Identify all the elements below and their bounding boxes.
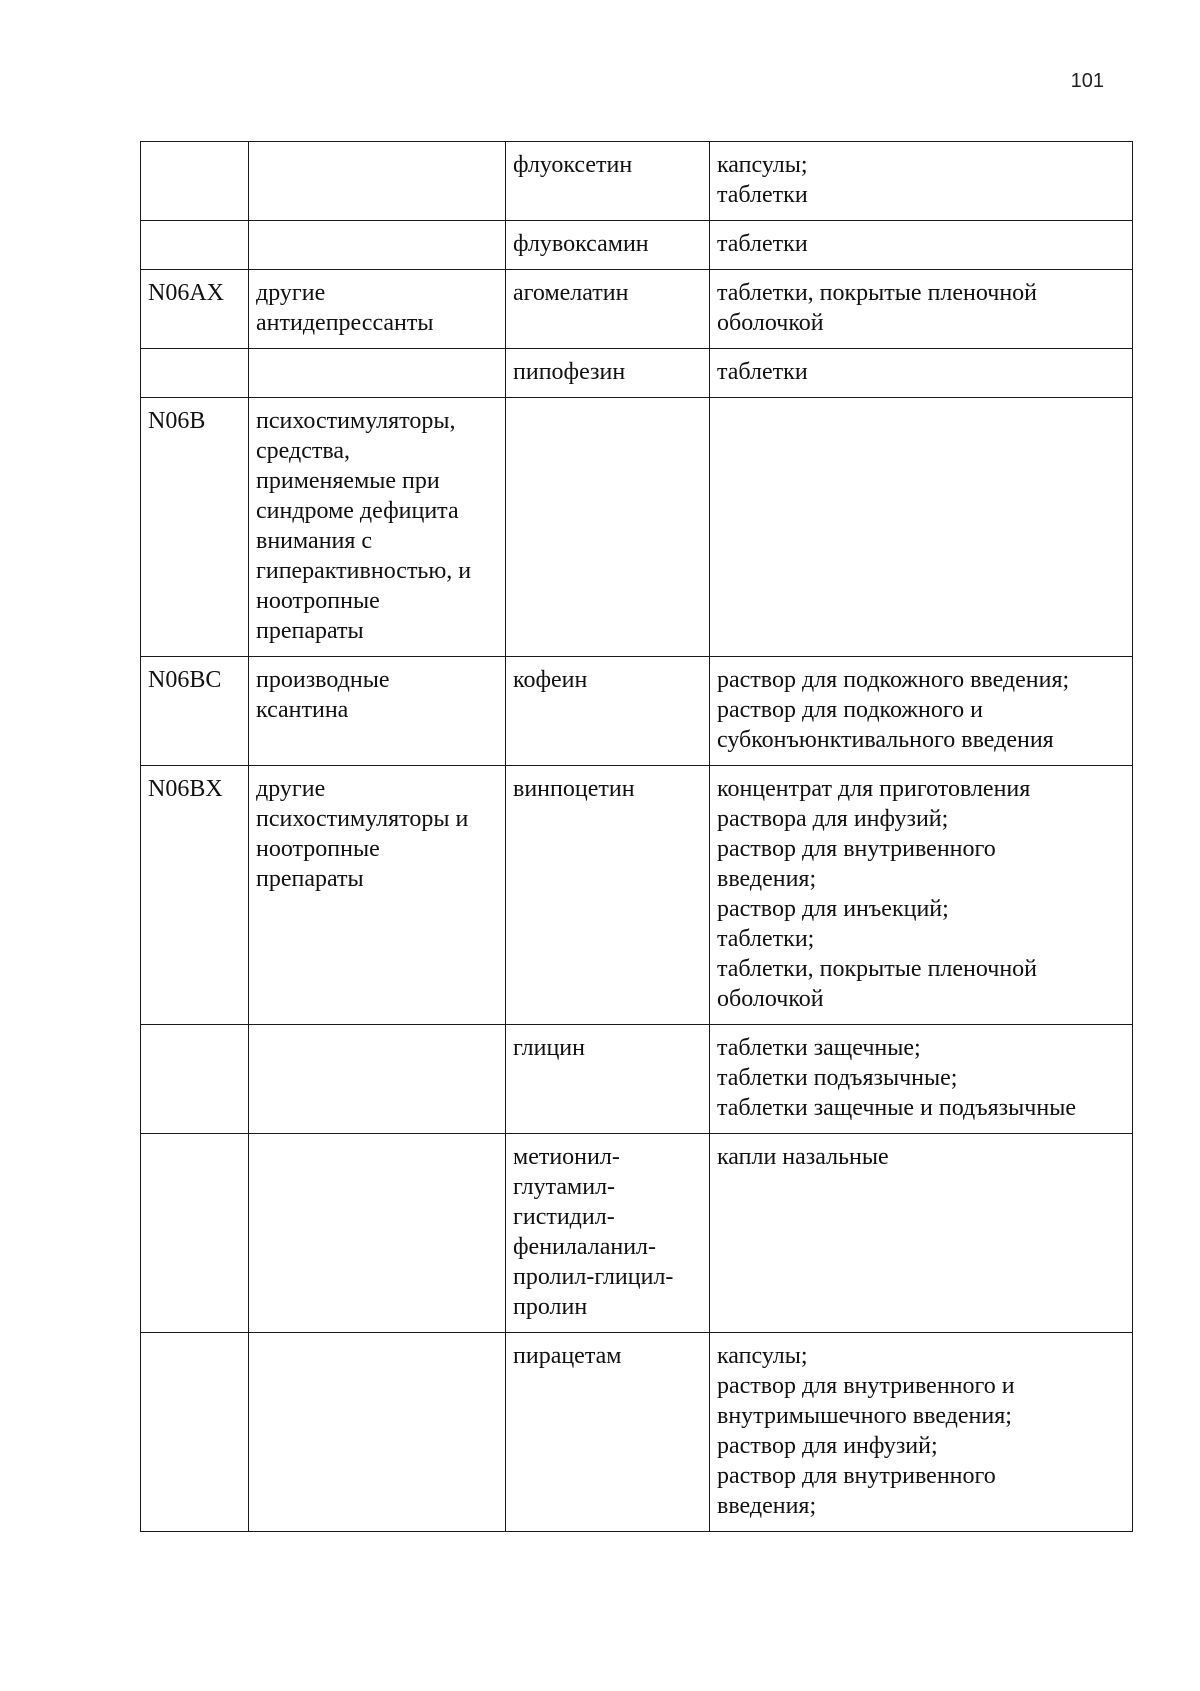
atc-code-cell bbox=[141, 1025, 249, 1134]
group-name-cell: психостимуляторы, средства, применяемые при синдроме дефицита внимания с гиперактивностью, и ноотропные препараты bbox=[249, 398, 506, 657]
table-row bbox=[141, 398, 1133, 657]
atc-code-cell: N06B bbox=[141, 398, 249, 657]
table-row bbox=[141, 1333, 1133, 1532]
group-name-cell: другие психостимуляторы и ноотропные препараты bbox=[249, 766, 506, 1025]
table-row bbox=[141, 1025, 1133, 1134]
inn-cell: флуоксетин bbox=[506, 142, 710, 221]
inn-cell: пипофезин bbox=[506, 349, 710, 398]
drug-list-table bbox=[140, 141, 1133, 1532]
dosage-form-cell bbox=[710, 398, 1133, 657]
inn-cell: флувоксамин bbox=[506, 221, 710, 270]
group-name-cell bbox=[249, 1134, 506, 1333]
table-row bbox=[141, 270, 1133, 349]
dosage-form-cell: капсулы; раствор для внутривенного и внутримышечного введения; раствор для инфузий; раствор для внутривенного введения; bbox=[710, 1333, 1133, 1532]
atc-code-cell bbox=[141, 349, 249, 398]
inn-cell: винпоцетин bbox=[506, 766, 710, 1025]
atc-code-cell bbox=[141, 142, 249, 221]
atc-code-cell: N06BX bbox=[141, 766, 249, 1025]
group-name-cell bbox=[249, 1333, 506, 1532]
table-row bbox=[141, 1134, 1133, 1333]
dosage-form-cell: раствор для подкожного введения; раствор для подкожного и субконъюнктивального введения bbox=[710, 657, 1133, 766]
group-name-cell: другие антидепрессанты bbox=[249, 270, 506, 349]
group-name-cell bbox=[249, 221, 506, 270]
dosage-form-cell: таблетки, покрытые пленочной оболочкой bbox=[710, 270, 1133, 349]
atc-code-cell: N06BC bbox=[141, 657, 249, 766]
dosage-form-cell: капсулы; таблетки bbox=[710, 142, 1133, 221]
inn-cell: кофеин bbox=[506, 657, 710, 766]
atc-code-cell bbox=[141, 221, 249, 270]
table-row bbox=[141, 657, 1133, 766]
inn-cell bbox=[506, 398, 710, 657]
inn-cell: пирацетам bbox=[506, 1333, 710, 1532]
inn-cell: метионил- глутамил- гистидил- фенилаланил- пролил-глицил- пролин bbox=[506, 1134, 710, 1333]
dosage-form-cell: таблетки bbox=[710, 221, 1133, 270]
page-number: 101 bbox=[1070, 70, 1104, 92]
dosage-form-cell: капли назальные bbox=[710, 1134, 1133, 1333]
atc-code-cell bbox=[141, 1333, 249, 1532]
dosage-form-cell: таблетки защечные; таблетки подъязычные; таблетки защечные и подъязычные bbox=[710, 1025, 1133, 1134]
table-row bbox=[141, 349, 1133, 398]
group-name-cell bbox=[249, 349, 506, 398]
table-row bbox=[141, 142, 1133, 221]
table-row bbox=[141, 766, 1133, 1025]
inn-cell: глицин bbox=[506, 1025, 710, 1134]
atc-code-cell bbox=[141, 1134, 249, 1333]
atc-code-cell: N06AX bbox=[141, 270, 249, 349]
group-name-cell bbox=[249, 1025, 506, 1134]
group-name-cell bbox=[249, 142, 506, 221]
inn-cell: агомелатин bbox=[506, 270, 710, 349]
table-row bbox=[141, 221, 1133, 270]
dosage-form-cell: таблетки bbox=[710, 349, 1133, 398]
dosage-form-cell: концентрат для приготовления раствора для инфузий; раствор для внутривенного введения; раствор для инъекций; таблетки; таблетки, покрытые пленочной оболочкой bbox=[710, 766, 1133, 1025]
group-name-cell: производные ксантина bbox=[249, 657, 506, 766]
